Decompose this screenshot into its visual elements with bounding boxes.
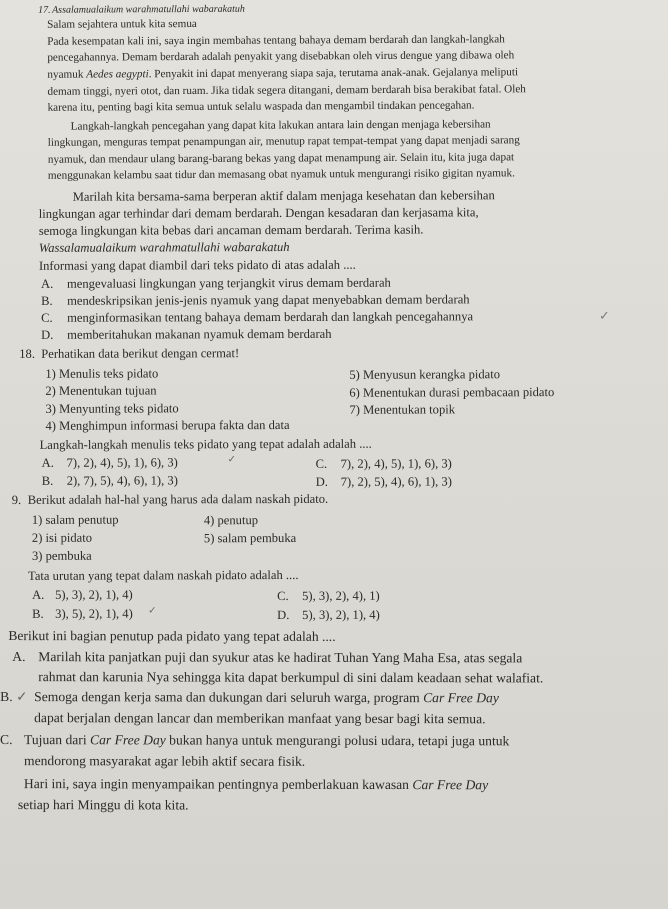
q18-option-d: 7), 2), 5), 4), 6), 1), 3): [340, 474, 452, 489]
q19-number: 9.: [11, 492, 22, 507]
q18-item: 5) Menyusun kerangka pidato: [349, 367, 501, 382]
passage-line: nyamuk, dan mendaur ulang barang-barang bekas yang dapat menampung air. Selain itu, kita juga dapat: [47, 151, 515, 166]
question-number: 17.: [38, 4, 51, 16]
q18-question: Langkah-langkah menulis teks pidato yang tepat adalah adalah ....: [39, 436, 372, 452]
passage-line: semoga lingkungan kita bebas dari ancaman demam berdarah. Terima kasih.: [38, 222, 424, 238]
q19-option-b-letter: B.: [32, 606, 44, 621]
q18-stem: Perhatikan data berikut dengan cermat!: [41, 346, 240, 361]
q17-option-d-letter: D.: [41, 327, 54, 342]
q17-option-b-letter: B.: [41, 293, 53, 308]
passage-line: Marilah kita bersama-sama berperan aktif dalam menjaga kesehatan dan kebersihan: [72, 188, 495, 204]
check-mark-icon: ✓: [148, 605, 157, 617]
q20-option-c-line: Tujuan dari Car Free Day bukan hanya untuk mengurangi polusi udara, tetapi juga untuk: [24, 732, 510, 749]
q19-option-c-letter: C.: [277, 588, 289, 604]
q18-option-a-letter: A.: [41, 455, 54, 470]
opening-greeting: Assalamualaikum warahmatullahi wabarakatuh: [52, 3, 245, 16]
passage-line: nyamuk Aedes aegypti. Penyakit ini dapat menyerang siapa saja, terutama anak-anak. Gejalanya meliputi: [47, 66, 519, 81]
q20-option-a-line: Marilah kita panjatkan puji dan syukur atas ke hadirat Tuhan Yang Maha Esa, atas segala: [38, 649, 523, 666]
q18-item: 6) Menentukan durasi pembacaan pidato: [349, 385, 555, 400]
passage-line: lingkungan, menguras tempat penampungan air, menutup rapat tempat-tempat yang dapat menjadi sarang: [47, 134, 520, 149]
q17-option-c-letter: C.: [41, 310, 53, 325]
q20-option-a-line: rahmat dan karunia Nya sehingga kita dapat berkumpul di sini dalam keadaan sehat walafiat.: [38, 669, 544, 686]
q19-item: 1) salam penutup: [31, 512, 119, 527]
q19-item: 5) salam pembuka: [203, 530, 297, 546]
q20-option-d-line: Hari ini, saya ingin menyampaikan pentingnya pemberlakuan kawasan Car Free Day: [23, 776, 489, 793]
q18-item: 7) Menentukan topik: [349, 402, 456, 417]
q19-option-b: 3), 5), 2), 1), 4): [55, 606, 133, 621]
closing-greeting: Wassalamualaikum warahmatullahi wabarakatuh: [38, 239, 290, 255]
q18-item: 2) Menentukan tujuan: [45, 383, 157, 398]
q20-option-c-line: mendorong masyarakat agar lebih aktif secara fisik.: [23, 753, 306, 769]
q17-stem: Informasi yang dapat diambil dari teks pidato di atas adalah ....: [38, 257, 356, 273]
q19-item: 4) penutup: [203, 513, 259, 528]
q17-option-b: mendeskripsikan jenis-jenis nyamuk yang dapat menyebabkan demam berdarah: [67, 292, 470, 308]
q18-option-a: 7), 2), 4), 5), 1), 6), 3): [66, 455, 178, 470]
passage-line: demam tinggi, nyeri otot, dan ruam. Jika tidak segera ditangani, demam berdarah bisa berakibat fatal. Oleh: [47, 83, 526, 98]
q18-option-c-letter: C.: [315, 456, 328, 471]
q18-option-b-letter: B.: [41, 473, 54, 488]
passage-line: Langkah-langkah pencegahan yang dapat kita lakukan antara lain dengan menjaga kebersihan: [70, 118, 491, 133]
q18-item: 4) Menghimpun informasi berupa fakta dan data: [45, 417, 290, 433]
q20-option-a-letter: A.: [12, 649, 26, 665]
q20-option-b-letter: B.: [0, 689, 13, 705]
q20-option-c-letter: C.: [0, 732, 13, 748]
q19-option-d: 5), 3), 2), 1), 4): [302, 607, 380, 622]
passage-line: Salam sejahtera untuk kita semua: [47, 17, 197, 31]
q18-option-b: 2), 7), 5), 4), 6), 1), 3): [66, 473, 178, 488]
passage-line: pencegahannya. Demam berdarah adalah penyakit yang disebabkan oleh virus dengue yang dibawa oleh: [47, 49, 515, 64]
check-mark-icon: ✓: [16, 689, 28, 705]
q17-option-a: mengevaluasi lingkungan yang terjangkit virus demam berdarah: [66, 275, 391, 291]
q20-option-b-line: Semoga dengan kerja sama dan dukungan dari seluruh warga, program Car Free Day: [34, 689, 499, 706]
q20-option-d-line: setiap hari Minggu di kota kita.: [17, 797, 189, 813]
passage-line: Pada kesempatan kali ini, saya ingin membahas tentang bahaya demam berdarah dan langkah-langkah: [47, 33, 505, 48]
passage-line: lingkungan agar terhindar dari demam berdarah. Dengan kesadaran dan kerjasama kita,: [38, 205, 479, 221]
check-mark-icon: ✓: [227, 454, 237, 466]
q20-option-b-line: dapat berjalan dengan lancar dan memberikan manfaat yang besar bagi kita semua.: [34, 710, 486, 727]
q19-option-a-letter: A.: [32, 587, 45, 602]
q19-option-a: 5), 3), 2), 1), 4): [55, 587, 133, 602]
q18-number: 18.: [19, 346, 36, 361]
passage-line: karena itu, penting bagi kita semua untuk selalu waspada dan mengambil tindakan pencegahan.: [47, 99, 475, 114]
q17-option-c: menginformasikan tentang bahaya demam berdarah dan langkah pencegahannya: [67, 309, 474, 325]
q19-option-d-letter: D.: [277, 607, 290, 623]
passage-line: menggunakan kelambu saat tidur dan memasang obat nyamuk untuk mengurangi risiko gigitan nyamuk.: [47, 167, 515, 182]
q18-option-c: 7), 2), 4), 5), 1), 6), 3): [340, 456, 452, 471]
q17-option-d: memberitahukan makanan nyamuk demam berdarah: [67, 326, 332, 342]
q18-item: 1) Menulis teks pidato: [45, 366, 159, 381]
q19-stem: Berikut adalah hal-hal yang harus ada dalam naskah pidato.: [27, 491, 329, 507]
q18-item: 3) Menyunting teks pidato: [45, 401, 179, 416]
q19-option-c: 5), 3), 2), 4), 1): [302, 588, 380, 603]
q19-question: Tata urutan yang tepat dalam naskah pidato adalah ....: [27, 567, 299, 583]
q19-item: 2) isi pidato: [31, 530, 93, 545]
q20-stem: Berikut ini bagian penutup pada pidato yang tepat adalah ....: [8, 628, 336, 644]
q19-item: 3) pembuka: [31, 548, 92, 563]
check-mark-icon: ✓: [599, 308, 610, 323]
q18-option-d-letter: D.: [315, 474, 328, 489]
q17-option-a-letter: A.: [40, 276, 54, 291]
